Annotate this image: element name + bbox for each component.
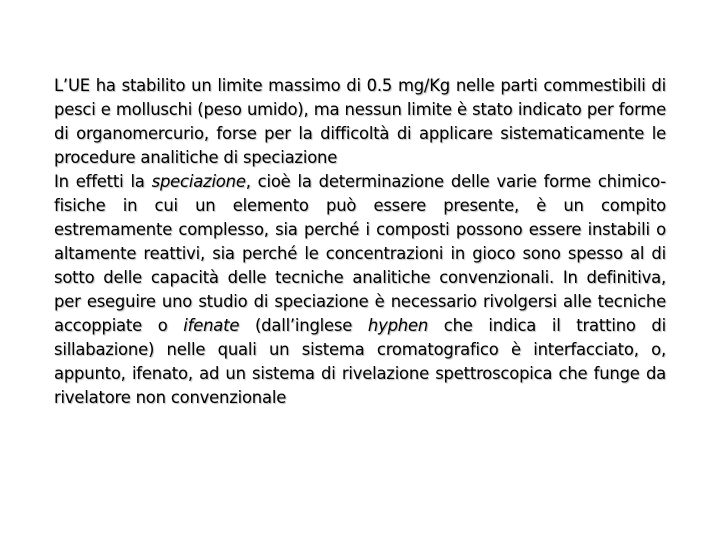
paragraph-speciation <box>54 170 666 410</box>
paragraph-speciation-part1: In effetti la <box>54 172 152 191</box>
paragraph-speciation-part3: (dall’inglese <box>239 316 368 335</box>
term-ifenate: ifenate <box>183 316 240 335</box>
paragraph-limits-text: L’UE ha stabilito un limite massimo di 0.5 mg/Kg nelle parti commestibili di pesci e molluschi (peso umido), ma nessun limite è stato indicato per forme di organomercurio, forse per la difficoltà di applicare sistematicamente le procedure analitiche di speciazione <box>54 76 666 167</box>
paragraph-speciation-part2: , cioè la determinazione delle varie forme chimico-fisiche in cui un elemento può essere presente, è un compito estremamente complesso, sia perché i composti possono essere instabili o altamente reattivi, sia perché le concentrazioni in gioco sono spesso al di sotto delle capacità delle tecniche analitiche convenzionali. In definitiva, per eseguire uno studio di speciazione è necessario rivolgersi alle tecniche accoppiate o <box>54 172 666 335</box>
paragraph-speciation-part4: che indica il trattino di sillabazione) nelle quali un sistema cromatografico è interfacciato, o, appunto, ifenato, ad un sistema di rivelazione spettroscopica che funge da rivelatore non convenzionale <box>54 316 666 407</box>
paragraph-limits <box>54 74 666 170</box>
term-hyphen: hyphen <box>367 316 429 335</box>
body-text <box>54 74 666 410</box>
term-speciazione: speciazione <box>151 172 246 191</box>
